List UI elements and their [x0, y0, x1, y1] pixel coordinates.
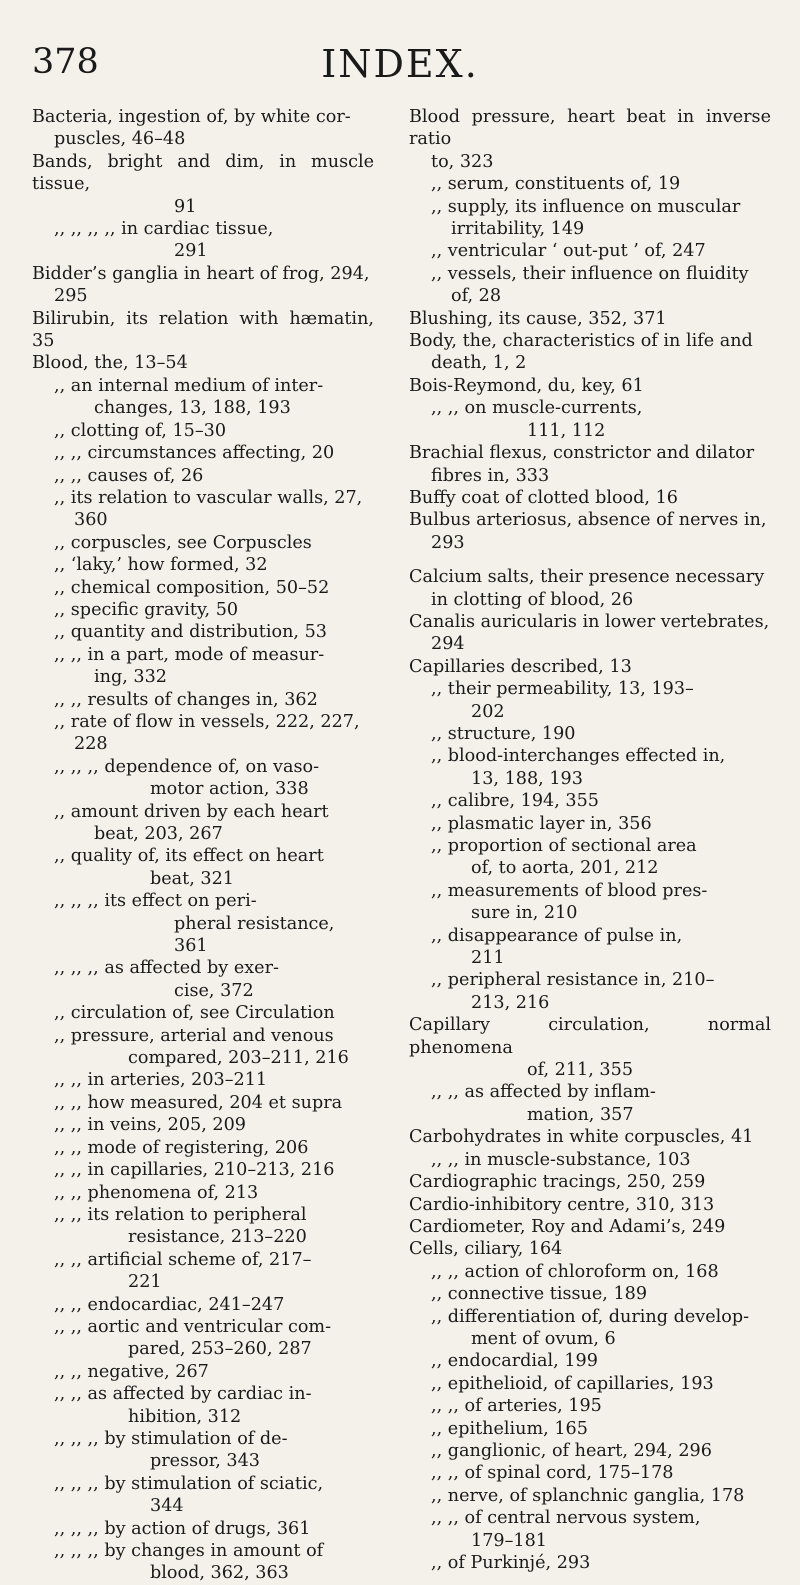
index-line: ,, corpuscles, see Corpuscles [54, 532, 312, 553]
index-line: ,, ,, ,, by stimulation of sciatic, [54, 1473, 324, 1494]
index-line: ,, pressure, arterial and venous [54, 1025, 334, 1046]
index-line: ,, ,, of central nervous system, [431, 1508, 701, 1529]
index-line: Brachial flexus, constrictor and dilator [409, 443, 755, 464]
index-line: ,, ,, ,, by action of drugs, 361 [54, 1518, 311, 1539]
index-line: ,, ,, ,, ,, in cardiac tissue, [54, 219, 274, 240]
index-line: ,, ,, mode of registering, 206 [54, 1137, 309, 1158]
index-line: Calcium salts, their presence necessary [409, 567, 765, 588]
index-line: of, 28 [451, 286, 502, 307]
index-line: of, to aorta, 201, 212 [471, 858, 659, 879]
index-line: beat, 203, 267 [94, 824, 223, 844]
index-line: puscles, 46–48 [54, 129, 186, 150]
index-line: hibition, 312 [128, 1406, 242, 1427]
index-line: of, 211, 355 [527, 1060, 634, 1081]
index-line: ,, supply, its influence on muscular [431, 196, 741, 217]
index-line: ,, of Purkinjé, 293 [431, 1553, 591, 1573]
index-line: Capillaries described, 13 [409, 656, 632, 677]
index-line: death, 1, 2 [431, 353, 527, 374]
index-line: ,, ,, ,, as affected by exer- [54, 958, 279, 979]
index-line: ,, ,, of arteries, 195 [431, 1396, 602, 1417]
page-title: INDEX. [321, 42, 479, 86]
index-line: ,, nerve, of splanchnic ganglia, 178 [431, 1485, 745, 1506]
index-line: Bidder’s ganglia in heart of frog, 294, [32, 263, 370, 284]
index-line: 295 [54, 286, 88, 307]
index-column-right [409, 106, 771, 1574]
index-line: ,, ,, ,, dependence of, on vaso- [54, 756, 320, 777]
index-line: ,, clotting of, 15–30 [54, 420, 227, 441]
index-line: blood, 362, 363 [150, 1563, 289, 1584]
index-line: ,, epithelioid, of capillaries, 193 [431, 1373, 714, 1394]
index-line: ,, ventricular ‘ out-put ’ of, 247 [431, 241, 706, 262]
index-line: ,, ,, results of changes in, 362 [54, 689, 318, 710]
index-line: ,, ,, ,, by changes in amount of [54, 1541, 324, 1561]
index-line: 344 [150, 1496, 184, 1517]
index-line: changes, 13, 188, 193 [94, 398, 291, 419]
index-line: fibres in, 333 [431, 465, 550, 486]
index-line: Bands, bright and dim, in muscle tissue, [32, 151, 374, 195]
index-line: ment of ovum, 6 [471, 1328, 616, 1349]
index-line: ,, amount driven by each heart [54, 801, 329, 822]
index-line: ,, ,, negative, 267 [54, 1361, 209, 1382]
index-line: in clotting of blood, 26 [431, 589, 634, 610]
index-line: irritability, 149 [451, 219, 585, 240]
index-line: beat, 321 [150, 868, 234, 889]
index-line: ,, ,, artificial scheme of, 217– [54, 1249, 312, 1270]
index-line: ,, measurements of blood pres- [431, 880, 708, 901]
index-line: ,, ‘laky,’ how formed, 32 [54, 555, 268, 576]
index-line: ,, ,, how measured, 204 et supra [54, 1092, 343, 1113]
index-line: ,, plasmatic layer in, 356 [431, 813, 652, 834]
index-line: ,, ,, aortic and ventricular com- [54, 1316, 332, 1337]
index-line: 13, 188, 193 [471, 768, 583, 789]
index-line: Cells, ciliary, 164 [409, 1239, 563, 1260]
index-line: ,, rate of flow in vessels, 222, 227, [54, 711, 360, 732]
index-line: ,, ,, on muscle-currents, [431, 398, 643, 419]
index-line: 179–181 [471, 1530, 547, 1551]
index-line: Carbohydrates in white corpuscles, 41 [409, 1127, 754, 1148]
index-line: ing, 332 [94, 667, 167, 688]
index-line: 361 [174, 936, 208, 957]
index-line: ,, ,, as affected by cardiac in- [54, 1384, 312, 1405]
index-line: ,, ,, ,, by stimulation of de- [54, 1428, 288, 1449]
index-line: ,, disappearance of pulse in, [431, 925, 683, 946]
index-line: 291 [174, 241, 208, 262]
index-line: ,, epithelium, 165 [431, 1418, 588, 1439]
index-line: ,, proportion of sectional area [431, 836, 697, 856]
index-line: ,, endocardial, 199 [431, 1351, 598, 1372]
index-line: ,, connective tissue, 189 [431, 1284, 648, 1305]
index-line: Capillary circulation, normal phenomena [409, 1015, 771, 1058]
page-number: 378 [32, 42, 99, 82]
index-line: ,, quality of, its effect on heart [54, 846, 324, 867]
index-line: cise, 372 [174, 980, 254, 1001]
index-line: ,, ,, in arteries, 203–211 [54, 1070, 268, 1091]
index-line: Bois-Reymond, du, key, 61 [409, 375, 644, 396]
entry-gap [409, 554, 771, 566]
index-line: resistance, 213–220 [128, 1227, 307, 1248]
index-line: Cardiometer, Roy and Adami’s, 249 [409, 1216, 726, 1237]
index-line: 213, 216 [471, 992, 550, 1013]
index-line: ,, calibre, 194, 355 [431, 791, 599, 812]
index-line: Bacteria, ingestion of, by white cor- [32, 107, 351, 127]
index-line: ,, an internal medium of inter- [54, 375, 324, 396]
index-line: ,, ,, in muscle-substance, 103 [431, 1149, 691, 1170]
index-line: ,, vessels, their influence on fluidity [431, 263, 749, 284]
index-column-left [32, 106, 374, 1585]
index-line: ,, ,, its relation to peripheral [54, 1204, 307, 1225]
index-line: ,, differentiation of, during develop- [431, 1306, 750, 1327]
index-line: ,, serum, constituents of, 19 [431, 174, 681, 195]
index-line: pressor, 343 [150, 1451, 260, 1472]
index-line: 294 [431, 634, 465, 655]
index-line: ,, ,, as affected by inflam- [431, 1082, 656, 1103]
index-line: 91 [174, 196, 197, 217]
index-line: ,, ,, endocardiac, 241–247 [54, 1294, 285, 1315]
index-line: to, 323 [431, 151, 494, 172]
index-line: 211 [471, 948, 505, 969]
index-line: ,, ,, phenomena of, 213 [54, 1182, 259, 1203]
index-line: Bilirubin, its relation with hæmatin, 35 [32, 308, 374, 352]
index-line: ,, circulation of, see Circulation [54, 1003, 335, 1024]
index-line: ,, specific gravity, 50 [54, 599, 239, 620]
index-line: ,, ,, circumstances affecting, 20 [54, 443, 335, 464]
index-line: ,, structure, 190 [431, 723, 576, 744]
page-header [0, 40, 800, 100]
index-line: 202 [471, 701, 505, 722]
index-line: Blood pressure, heart beat in inverse ratio [409, 107, 771, 150]
index-line: Bulbus arteriosus, absence of nerves in, [409, 510, 767, 531]
index-line: ,, quantity and distribution, 53 [54, 622, 327, 643]
index-line: ,, ,, action of chloroform on, 168 [431, 1261, 719, 1282]
index-line: Blood, the, 13–54 [32, 353, 188, 374]
index-line: ,, ,, in veins, 205, 209 [54, 1115, 246, 1136]
index-line: ,, ,, ,, its effect on peri- [54, 891, 257, 912]
index-line: ,, ganglionic, of heart, 294, 296 [431, 1440, 712, 1461]
index-line: Body, the, characteristics of in life and [409, 331, 753, 352]
index-line: ,, peripheral resistance in, 210– [431, 970, 715, 991]
index-line: 111, 112 [527, 420, 606, 441]
index-line: ,, ,, in a part, mode of measur- [54, 644, 325, 665]
index-line: 360 [74, 510, 108, 531]
index-line: 228 [74, 734, 108, 755]
index-line: ,, its relation to vascular walls, 27, [54, 487, 363, 508]
index-line: pared, 253–260, 287 [128, 1339, 312, 1360]
index-line: sure in, 210 [471, 903, 578, 924]
index-line: pheral resistance, [174, 913, 335, 934]
index-line: Blushing, its cause, 352, 371 [409, 308, 667, 329]
index-line: mation, 357 [527, 1104, 634, 1125]
index-line: 221 [128, 1272, 162, 1293]
index-line: Cardio-inhibitory centre, 310, 313 [409, 1194, 715, 1215]
index-line: 293 [431, 532, 465, 553]
index-line: Canalis auricularis in lower vertebrates, [409, 611, 770, 632]
index-line: Cardiographic tracings, 250, 259 [409, 1172, 706, 1193]
index-line: ,, their permeability, 13, 193– [431, 679, 694, 700]
index-line: ,, ,, of spinal cord, 175–178 [431, 1463, 674, 1484]
index-line: ,, chemical composition, 50–52 [54, 577, 330, 598]
index-line: motor action, 338 [150, 779, 309, 800]
index-line: ,, ,, in capillaries, 210–213, 216 [54, 1160, 335, 1181]
index-line: compared, 203–211, 216 [128, 1048, 349, 1069]
index-line: ,, ,, causes of, 26 [54, 465, 204, 486]
index-line: ,, blood-interchanges effected in, [431, 746, 726, 767]
index-line: Buffy coat of clotted blood, 16 [409, 487, 678, 508]
